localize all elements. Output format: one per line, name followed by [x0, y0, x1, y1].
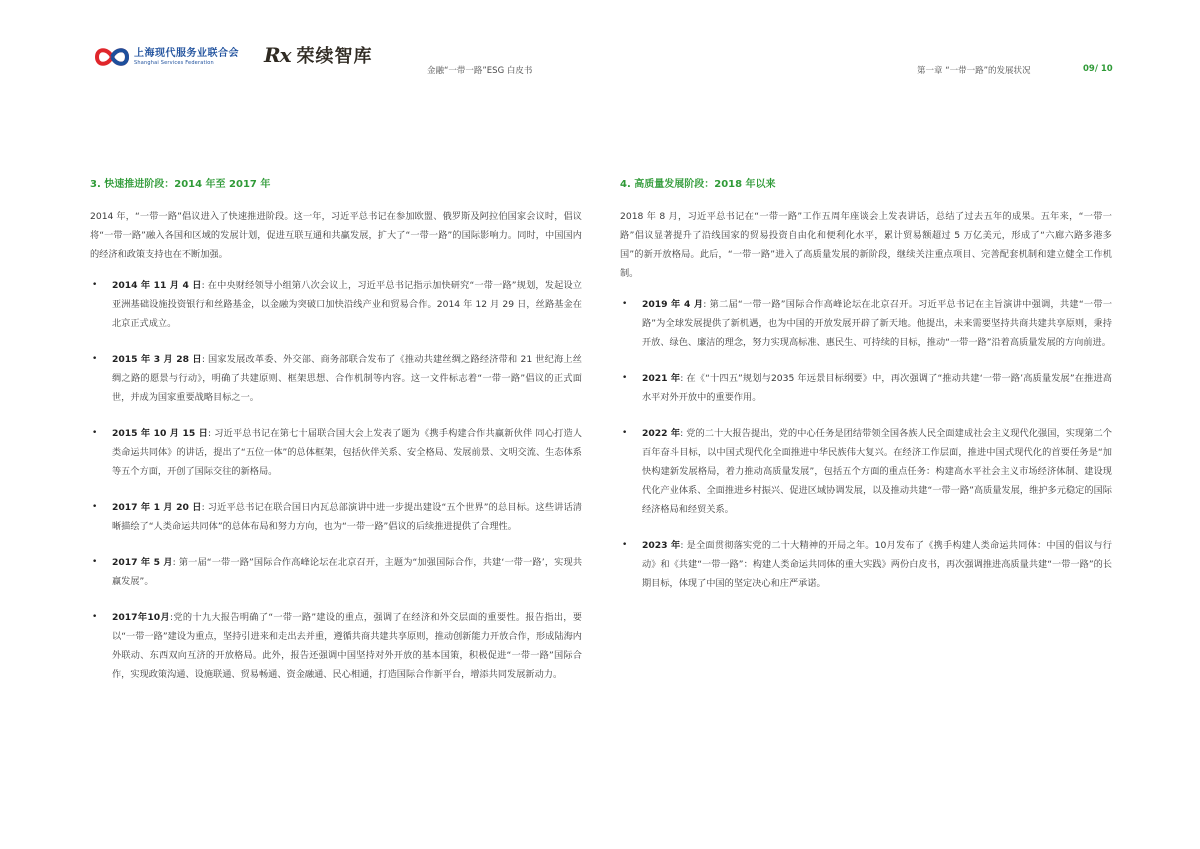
item-text: : 国家发展改革委、外交部、商务部联合发布了《推动共建丝绸之路经济带和 21 世纪海上丝绸之路的愿景与行动》，明确了共建原则、框架思想、合作机制等内容。这一文件标志着“一带一路”倡议的正式面世，并成为国家重要战略目标之一。 — [112, 354, 582, 403]
page-number: 09/ 10 — [1083, 64, 1113, 74]
federation-name-en: Shanghai Services Federation — [134, 59, 214, 66]
item-text: : 第一届“一带一路”国际合作高峰论坛在北京召开，主题为“加强国际合作，共建‘一带一路’，实现共赢发展”。 — [112, 557, 583, 587]
item-date: 2022 年 — [642, 428, 681, 439]
timeline-item — [90, 553, 582, 591]
document-title: 金融“一带一路”ESG 白皮书 — [427, 66, 533, 76]
chapter-title: 第一章 “一带一路”的发展状况 — [917, 66, 1031, 76]
item-text: : 习近平总书记在联合国日内瓦总部演讲中进一步提出建设“五个世界”的总目标。这些讲话清晰描绘了“人类命运共同体”的总体布局和努力方向，也为“一带一路”倡议的后续推进提供了合理性。 — [112, 502, 582, 532]
item-date: 2023 年 — [642, 540, 681, 551]
item-text: : 习近平总书记在第七十届联合国大会上发表了题为《携手构建合作共赢新伙伴 同心打造人类命运共同体》的讲话，提出了“五位一体”的总体框架，包括伙伴关系、安全格局、发展前景、文明交流、生态体系等五个方面，开创了国际交往的新格局。 — [112, 428, 582, 477]
item-text: :党的十九大报告明确了“一带一路”建设的重点，强调了在经济和外交层面的重要性。报告指出，要以“一带一路”建设为重点，坚持引进来和走出去并重，遵循共商共建共享原则，推动创新能力开放合作，形成陆海内外联动、东西双向互济的开放格局。此外，报告还强调中国坚持对外开放的基本国策，积极促进“一带一路”国际合作，实现政策沟通、设施联通、贸易畅通、资金融通、民心相通，打造国际合作新平台，增添共同发展新动力。 — [112, 612, 582, 680]
timeline-item — [90, 276, 582, 333]
bullet-icon: • — [92, 502, 98, 512]
bullet-icon: • — [92, 354, 98, 364]
bullet-icon: • — [92, 428, 98, 438]
section-intro: 2018 年 8 月，习近平总书记在“一带一路”工作五周年座谈会上发表讲话，总结了过去五年的成果。五年来，“一带一路”倡议显著提升了沿线国家的贸易投资自由化和便利化水平，累计贸易额超过 5 万亿美元，形成了“六廊六路多港多国”的新开放格局。此后，“一带一路”进入了高质量发展的新阶段，继续关注重点项目、完善配套机制和建立健全工作机制。 — [620, 211, 1112, 279]
item-date: 2017年10月 — [112, 612, 170, 623]
item-date: 2021 年 — [642, 373, 681, 384]
federation-logo — [94, 44, 239, 70]
bullet-icon: • — [92, 557, 98, 567]
item-date: 2017 年 1 月 20 日 — [112, 502, 202, 513]
item-text: : 党的二十大报告提出，党的中心任务是团结带领全国各族人民全面建成社会主义现代化强国，实现第二个百年奋斗目标，以中国式现代化全面推进中华民族伟大复兴。在经济工作层面，推进中国式现代化的首要任务是“加快构建新发展格局，着力推动高质量发展”，包括五个方面的重点任务：构建高水平社会主义市场经济体制、建设现代化产业体系、全面推进乡村振兴、促进区域协调发展，以及推动共建“一带一路”高质量发展，维护多元稳定的国际经济格局和经贸关系。 — [642, 428, 1112, 515]
page-header — [0, 0, 1200, 100]
timeline-item — [90, 350, 582, 407]
section-title: 3. 快速推进阶段：2014 年至 2017 年 — [90, 179, 271, 190]
bullet-icon: • — [92, 280, 98, 290]
bullet-icon: • — [622, 373, 628, 383]
timeline-item — [620, 536, 1112, 593]
item-text: : 在《“十四五”规划与2035 年远景目标纲要》中，再次强调了“推动共建‘一带一路’高质量发展”在推进高水平对外开放中的重要作用。 — [642, 373, 1112, 403]
section-intro: 2014 年，“一带一路”倡议进入了快速推进阶段。这一年，习近平总书记在参加欧盟、俄罗斯及阿拉伯国家会议时，倡议将“一带一路”融入各国和区域的发展计划，促进互联互通和共赢发展，扩大了“一带一路”的国际影响力。同时，中国国内的经济和政策支持也在不断加强。 — [90, 211, 582, 260]
item-date: 2014 年 11 月 4 日 — [112, 280, 202, 291]
item-date: 2015 年 10 月 15 日 — [112, 428, 209, 439]
item-date: 2019 年 4 月 — [642, 299, 704, 310]
bullet-icon: • — [622, 299, 628, 309]
item-text: : 在中央财经领导小组第八次会议上，习近平总书记指示加快研究“一带一路”规划，发起设立亚洲基础设施投资银行和丝路基金，以金融为突破口加快沿线产业和贸易合作。2014 年 12 月 29 日，丝路基金在北京正式成立。 — [112, 280, 582, 329]
item-text: : 是全面贯彻落实党的二十大精神的开局之年。10月发布了《携手构建人类命运共同体：中国的倡议与行动》和《共建“一带一路”：构建人类命运共同体的重大实践》两份白皮书，再次强调推进高质量共建“一带一路”的长期目标，体现了中国的坚定决心和庄严承诺。 — [642, 540, 1112, 589]
right-column — [620, 178, 1112, 610]
timeline-item — [90, 498, 582, 536]
bullet-icon: • — [622, 540, 628, 550]
think-tank-mark: Rx — [264, 43, 291, 67]
timeline-item — [620, 369, 1112, 407]
bullet-icon: • — [92, 612, 98, 622]
federation-name-cn: 上海现代服务业联合会 — [134, 47, 239, 59]
timeline-item — [90, 424, 582, 481]
timeline-item — [620, 424, 1112, 519]
item-date: 2015 年 3 月 28 日 — [112, 354, 202, 365]
item-text: : 第二届“一带一路”国际合作高峰论坛在北京召开。习近平总书记在主旨演讲中强调，共建“一带一路”为全球发展提供了新机遇，也为中国的开放发展开辟了新天地。他提出，未来需要坚持共商共建共享原则，秉持开放、绿色、廉洁的理念，努力实现高标准、惠民生、可持续的目标，推动“一带一路”沿着高质量发展的方向前进。 — [642, 299, 1113, 348]
federation-logo-icon — [94, 44, 130, 70]
section-title: 4. 高质量发展阶段：2018 年以来 — [620, 179, 776, 190]
bullet-icon: • — [622, 428, 628, 438]
timeline-item — [620, 295, 1112, 352]
think-tank-logo — [264, 42, 373, 68]
item-date: 2017 年 5 月 — [112, 557, 173, 568]
think-tank-name: 荣续智库 — [296, 46, 373, 67]
timeline-item — [90, 608, 582, 684]
left-column — [90, 178, 582, 701]
